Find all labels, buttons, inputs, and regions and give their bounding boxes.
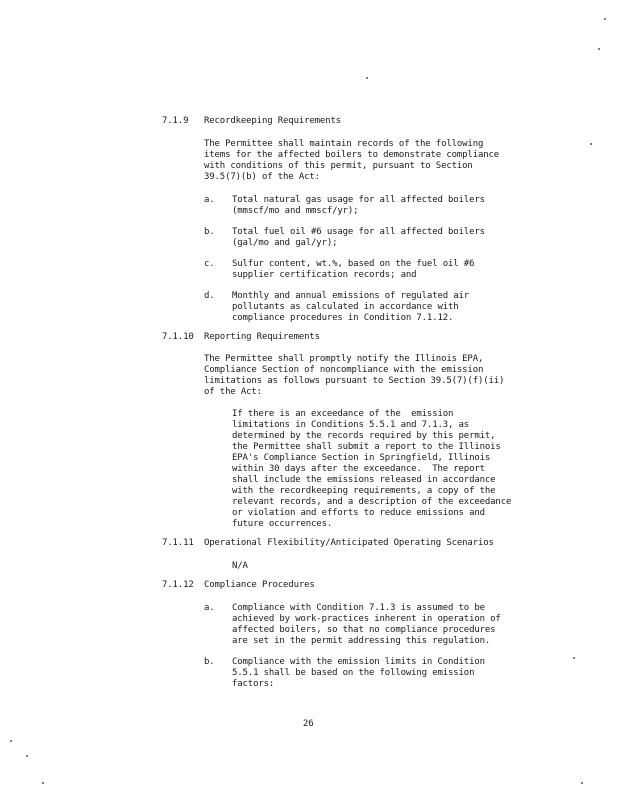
list-item-line: supplier certification records; and xyxy=(232,270,417,280)
list-item-line: compliance procedures in Condition 7.1.12. xyxy=(232,313,454,323)
section-heading: Operational Flexibility/Anticipated Operating Scenarios xyxy=(204,538,494,548)
list-item-line: Total natural gas usage for all affected boilers xyxy=(232,195,485,205)
section-number: 7.1.10 xyxy=(162,332,194,342)
scan-speck xyxy=(604,18,606,20)
indented-line: EPA's Compliance Section in Springfield, Illinois xyxy=(232,453,491,463)
paragraph-line: items for the affected boilers to demonstrate compliance xyxy=(204,150,500,160)
list-item-line: Total fuel oil #6 usage for all affected boilers xyxy=(232,227,485,237)
list-item-line: Monthly and annual emissions of regulated air xyxy=(232,291,470,301)
list-item-line: achieved by work-practices inherent in operation of xyxy=(232,614,501,624)
list-item-label: a. xyxy=(204,195,215,205)
list-item-line: pollutants as calculated in accordance with xyxy=(232,302,459,312)
indented-line: within 30 days after the exceedance. The report xyxy=(232,464,485,474)
scan-speck xyxy=(42,782,44,784)
paragraph-line: The Permittee shall promptly notify the Illinois EPA, xyxy=(204,354,484,364)
indented-line: If there is an exceedance of the emission xyxy=(232,409,454,419)
paragraph-line: Compliance Section of noncompliance with the emission xyxy=(204,365,484,375)
section-body: N/A xyxy=(232,561,248,571)
paragraph-line: of the Act: xyxy=(204,387,262,397)
scan-speck xyxy=(573,657,575,659)
indented-line: shall include the emissions released in accordance xyxy=(232,475,496,485)
indented-line: with the recordkeeping requirements, a copy of the xyxy=(232,486,496,496)
indented-line: future occurrences. xyxy=(232,519,333,529)
section-heading: Recordkeeping Requirements xyxy=(204,116,341,126)
paragraph-line: The Permittee shall maintain records of the following xyxy=(204,139,484,149)
list-item-label: c. xyxy=(204,259,215,269)
scan-speck xyxy=(581,782,583,784)
list-item-label: d. xyxy=(204,291,215,301)
scan-speck xyxy=(598,48,600,50)
paragraph-line: limitations as follows pursuant to Section 39.5(7)(f)(ii) xyxy=(204,376,505,386)
section-number: 7.1.11 xyxy=(162,538,194,548)
section-heading: Reporting Requirements xyxy=(204,332,320,342)
section-heading: Compliance Procedures xyxy=(204,580,315,590)
indented-line: relevant records, and a description of the exceedance xyxy=(232,497,512,507)
list-item-line: are set in the permit addressing this regulation. xyxy=(232,636,491,646)
scan-speck xyxy=(366,77,368,79)
indented-line: determined by the records required by this permit, xyxy=(232,431,496,441)
page-number: 26 xyxy=(303,719,314,729)
list-item-label: b. xyxy=(204,657,215,667)
list-item-line: 5.5.1 shall be based on the following emission xyxy=(232,668,475,678)
scan-speck xyxy=(590,143,592,145)
scan-speck xyxy=(10,740,12,742)
list-item-line: factors: xyxy=(232,679,275,689)
indented-line: or violation and efforts to reduce emissions and xyxy=(232,508,485,518)
list-item-label: a. xyxy=(204,603,215,613)
paragraph-line: 39.5(7)(b) of the Act: xyxy=(204,172,320,182)
list-item-line: Compliance with Condition 7.1.3 is assumed to be xyxy=(232,603,485,613)
paragraph-line: with conditions of this permit, pursuant to Section xyxy=(204,161,473,171)
list-item-line: affected boilers, so that no compliance procedures xyxy=(232,625,496,635)
indented-line: the Permittee shall submit a report to the Illinois xyxy=(232,442,501,452)
list-item-line: Compliance with the emission limits in Condition xyxy=(232,657,485,667)
section-number: 7.1.9 xyxy=(162,116,189,126)
list-item-label: b. xyxy=(204,227,215,237)
scan-speck xyxy=(26,755,28,757)
list-item-line: (mmscf/mo and mmscf/yr); xyxy=(232,206,359,216)
list-item-line: Sulfur content, wt.%, based on the fuel oil #6 xyxy=(232,259,475,269)
section-number: 7.1.12 xyxy=(162,580,194,590)
indented-line: limitations in Conditions 5.5.1 and 7.1.3, as xyxy=(232,420,470,430)
list-item-line: (gal/mo and gal/yr); xyxy=(232,238,338,248)
